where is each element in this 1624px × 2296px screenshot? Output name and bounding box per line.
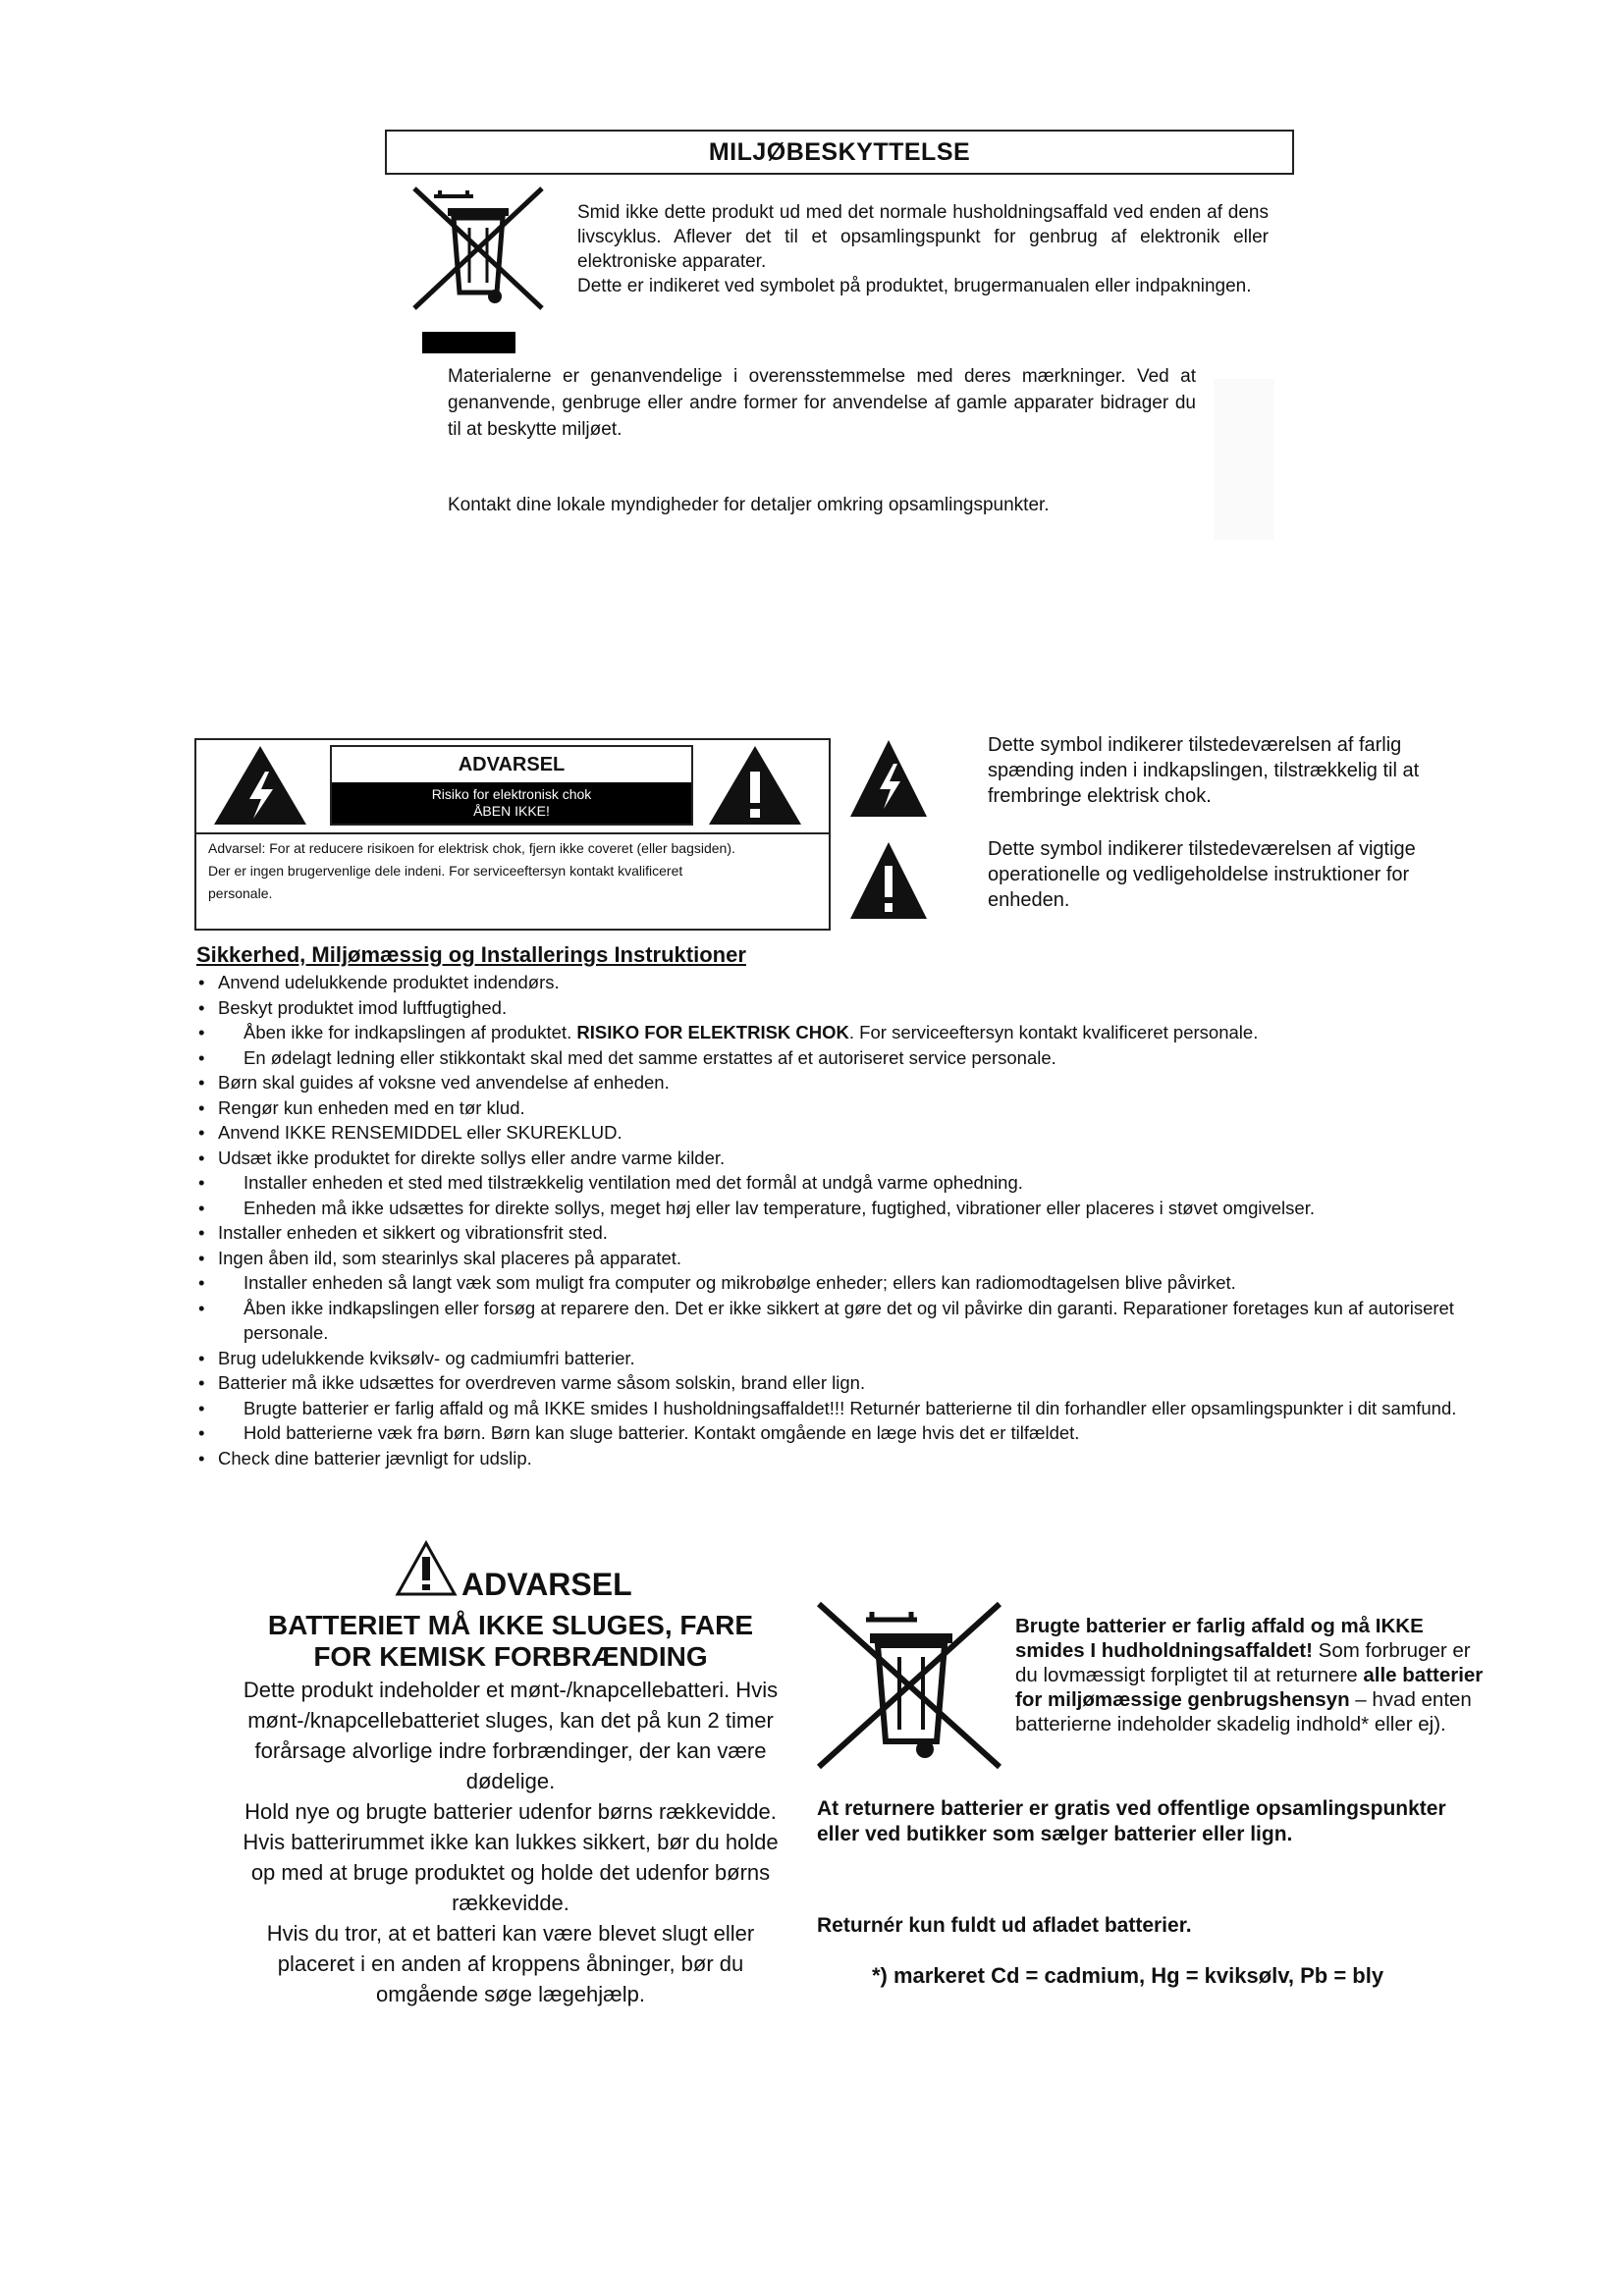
environment-paragraph-2: Dette er indikeret ved symbolet på produktet, brugermanualen eller indpakningen. [577, 276, 1252, 296]
battery-crossed-bin-icon [815, 1598, 1007, 1773]
list-item: • Ingen åben ild, som stearinlys skal placeres på apparatet. [196, 1246, 1483, 1271]
environment-contact: Kontakt dine lokale myndigheder for detaljer omkring opsamlingspunkter. [448, 495, 1050, 515]
list-item: • Installer enheden et sted med tilstrækkelig ventilation med det formål at undgå varme ophedning. [196, 1170, 1483, 1196]
list-item: • Batterier må ikke udsættes for overdreven varme såsom solskin, brand eller lign. [196, 1370, 1483, 1396]
list-item [196, 1020, 1483, 1045]
warning-divider [194, 832, 831, 834]
battery-warning-paragraph: Hvis du tror, at et batteri kan være blevet slugt eller placeret i en anden af kroppens åbninger, bør du omgående søge lægehjælp. [266, 1921, 755, 2006]
battery-warning-heading [236, 1610, 785, 1673]
list-item: • Børn skal guides af voksne ved anvendelse af enheden. [196, 1070, 1483, 1095]
warning-risk-text: Risiko for elektronisk chok [431, 786, 592, 802]
battery-disposal-bold: Brugte batterier er farlig affald og må IKKE smides I hudholdningsaffaldet! [1015, 1615, 1424, 1662]
safety-heading: Sikkerhed, Miljømæssig og Installerings Instruktioner [196, 942, 746, 967]
warning-label-title: ADVARSEL [458, 754, 566, 775]
list-item: • Åben ikke indkapslingen eller forsøg at reparere den. Det er ikke sikkert at gøre det og vil påvirke din garanti. Reparationer foretages kun af autoriseret personale. [196, 1296, 1483, 1346]
safety-list [196, 970, 1483, 1470]
list-item: • Anvend IKKE RENSEMIDDEL eller SKUREKLUD. [196, 1120, 1483, 1146]
list-item: • Enheden må ikke udsættes for direkte sollys, meget høj eller lav temperature, fugtighed, vibrationer eller placeres i støvet omgivelser. [196, 1196, 1483, 1221]
battery-footnote: *) markeret Cd = cadmium, Hg = kviksølv, Pb = bly [872, 1963, 1384, 1988]
list-item: • Rengør kun enheden med en tør klud. [196, 1095, 1483, 1121]
list-item-text: Åben ikke for indkapslingen af produktet. [244, 1022, 572, 1042]
list-item: • En ødelagt ledning eller stikkontakt skal med det samme erstattes af et autoriseret service personale. [196, 1045, 1483, 1071]
battery-disposal-plain: Som forbruger er du lovmæssigt forpligtet til at returnere [1015, 1639, 1471, 1686]
warning-note [208, 837, 827, 905]
battery-warning-paragraph: Hold nye og brugte batterier udenfor børns rækkevidde. Hvis batterirummet ikke kan lukkes sikkert, bør du holde op med at bruge produktet og holde det udenfor børns rækkevidde. [243, 1799, 779, 1915]
scan-smudge [1214, 379, 1274, 540]
battery-return-full: Returnér kun fuldt ud afladet batterier. [817, 1914, 1192, 1937]
list-item: • Hold batterierne væk fra børn. Børn kan sluge batterier. Kontakt omgående en læge hvis det er tilfældet. [196, 1420, 1483, 1446]
list-item-bold: RISIKO FOR ELEKTRISK CHOK [576, 1022, 849, 1042]
warning-note-line: personale. [208, 885, 273, 901]
list-item: • Brug udelukkende kviksølv- og cadmiumfri batterier. [196, 1346, 1483, 1371]
battery-warning-body [236, 1675, 785, 2009]
lightning-symbol-icon [848, 734, 929, 823]
environment-paragraph-1: Smid ikke dette produkt ud med det normale husholdningsaffald ved enden af dens livscyklus. Aflever det til et opsamlingspunkt for genbrug af elektronik eller elektroniske apparater. [577, 202, 1269, 272]
warning-note-line: Der er ingen brugervenlige dele indeni. For serviceeftersyn kontakt kvalificeret [208, 863, 683, 879]
list-item: • Installer enheden et sikkert og vibrationsfrit sted. [196, 1220, 1483, 1246]
list-item-text: . For serviceeftersyn kontakt kvalificeret personale. [848, 1022, 1259, 1042]
battery-warning-paragraph: Dette produkt indeholder et mønt-/knapcellebatteri. Hvis mønt-/knapcellebatteriet sluges, kan det på kun 2 timer forårsage alvorlige indre forbrændinger, der kan være dødelige. [243, 1678, 779, 1793]
lightning-warning-icon [208, 738, 312, 828]
battery-warning-title: ADVARSEL [461, 1567, 632, 1602]
lightning-symbol-explanation: Dette symbol indikerer tilstedeværelsen af farlig spænding inden i indkapslingen, tilstrækkelig til at frembringe elektrisk chok. [988, 734, 1420, 807]
battery-return-info: At returnere batterier er gratis ved offentlige opsamlingspunkter eller ved butikker som sælger batterier eller lign. [817, 1797, 1446, 1845]
separate-collection-bar [422, 332, 515, 353]
environment-materials: Materialerne er genanvendelige i overensstemmelse med deres mærkninger. Ved at genanvende, genbruge eller andre former for anvendelse af gamle apparater bidrager du til at beskytte miljøet. [448, 366, 1196, 440]
battery-warning-heading-line: FOR KEMISK FORBRÆNDING [313, 1641, 708, 1672]
environment-description [577, 200, 1269, 298]
list-item: • Brugte batterier er farlig affald og må IKKE smides I husholdningsaffaldet!!! Returnér batterierne til din forhandler eller opsamlingspunkter i dit samfund. [196, 1396, 1483, 1421]
battery-disposal-text [1015, 1614, 1485, 1736]
warning-label-black-band [332, 782, 691, 824]
warning-do-not-open-text: ÅBEN IKKE! [473, 803, 550, 819]
battery-disposal-plain: – hvad enten batterierne indeholder skadelig indhold* eller ej). [1015, 1688, 1472, 1735]
battery-disposal-bold: alle batterier for miljømæssige genbrugshensyn [1015, 1664, 1484, 1711]
warning-note-line: Advarsel: For at reducere risikoen for elektrisk chok, fjern ikke coveret (eller bagsiden). [208, 840, 735, 856]
exclamation-symbol-icon [848, 836, 929, 925]
list-item: • Udsæt ikke produktet for direkte sollys eller andre varme kilder. [196, 1146, 1483, 1171]
list-item: • Anvend udelukkende produktet indendørs. [196, 970, 1483, 995]
list-item: • Beskyt produktet imod luftfugtighed. [196, 995, 1483, 1021]
crossed-bin-icon [405, 183, 552, 316]
list-item: • Installer enheden så langt væk som muligt fra computer og mikrobølge enheder; ellers kan radiomodtagelsen blive påvirket. [196, 1270, 1483, 1296]
exclamation-symbol-explanation: Dette symbol indikerer tilstedeværelsen af vigtige operationelle og vedligeholdelse instruktioner for enheden. [988, 838, 1416, 911]
warning-triangle-icon [395, 1539, 458, 1598]
exclamation-warning-icon [703, 738, 807, 828]
environment-title: MILJØBESKYTTELSE [385, 130, 1294, 175]
list-item: • Check dine batterier jævnligt for udslip. [196, 1446, 1483, 1471]
battery-warning-heading-line: BATTERIET MÅ IKKE SLUGES, FARE [267, 1610, 754, 1640]
